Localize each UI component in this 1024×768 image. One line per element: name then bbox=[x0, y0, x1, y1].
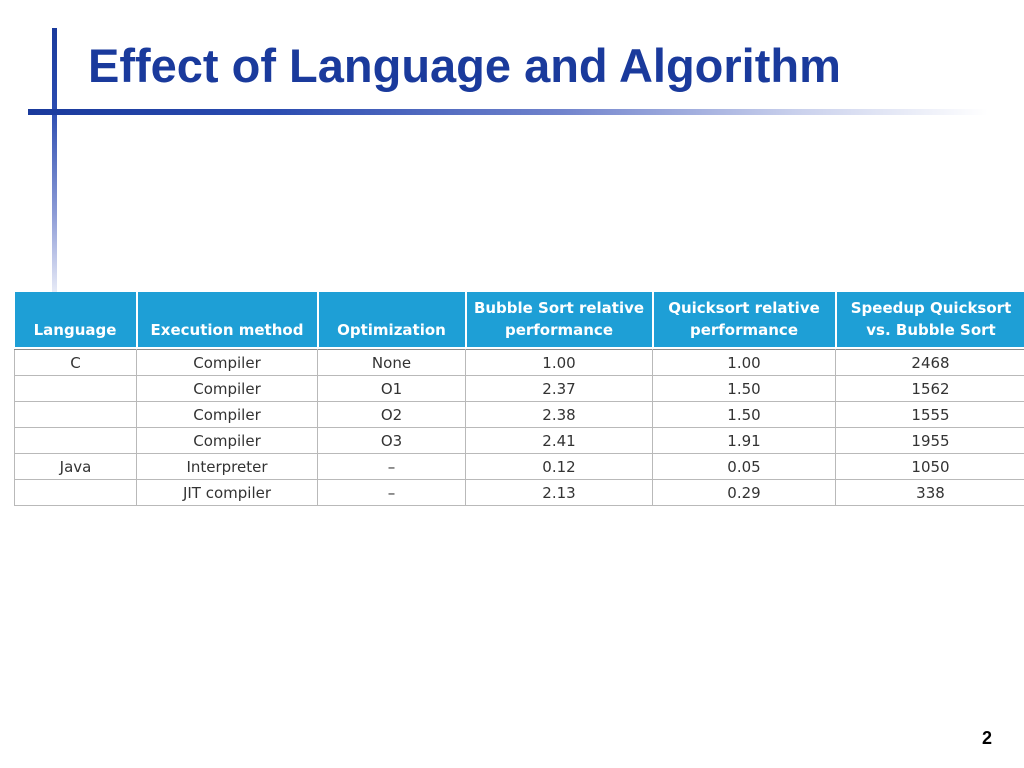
table-row bbox=[15, 350, 1024, 376]
cell-optimization: O1 bbox=[318, 376, 466, 402]
cell-language: Java bbox=[15, 454, 137, 480]
cell-execution-method: Compiler bbox=[137, 376, 318, 402]
cell-bubble-sort: 2.38 bbox=[466, 402, 653, 428]
cell-quicksort: 1.91 bbox=[653, 428, 836, 454]
table-row bbox=[15, 454, 1024, 480]
cell-language: C bbox=[15, 350, 137, 376]
header-language: Language bbox=[15, 292, 137, 347]
cell-language bbox=[15, 376, 137, 402]
slide-title: Effect of Language and Algorithm bbox=[88, 39, 841, 92]
cell-execution-method: Compiler bbox=[137, 350, 318, 376]
table-row bbox=[15, 376, 1024, 402]
cell-bubble-sort: 2.41 bbox=[466, 428, 653, 454]
cell-language bbox=[15, 428, 137, 454]
cell-quicksort: 0.05 bbox=[653, 454, 836, 480]
cell-speedup: 1562 bbox=[836, 376, 1024, 402]
cell-execution-method: JIT compiler bbox=[137, 480, 318, 506]
cell-quicksort: 1.50 bbox=[653, 402, 836, 428]
table-row bbox=[15, 480, 1024, 506]
cell-language bbox=[15, 402, 137, 428]
page-number: 2 bbox=[981, 728, 992, 748]
cell-speedup: 1555 bbox=[836, 402, 1024, 428]
performance-table bbox=[14, 292, 1024, 506]
cell-quicksort: 1.50 bbox=[653, 376, 836, 402]
cell-optimization: O3 bbox=[318, 428, 466, 454]
cell-execution-method: Interpreter bbox=[137, 454, 318, 480]
cell-bubble-sort: 2.13 bbox=[466, 480, 653, 506]
header-optimization: Optimization bbox=[318, 292, 466, 347]
cell-speedup: 338 bbox=[836, 480, 1024, 506]
cell-bubble-sort: 2.37 bbox=[466, 376, 653, 402]
cell-speedup: 2468 bbox=[836, 350, 1024, 376]
cell-optimization: O2 bbox=[318, 402, 466, 428]
table-row bbox=[15, 402, 1024, 428]
cell-optimization: – bbox=[318, 480, 466, 506]
cell-quicksort: 1.00 bbox=[653, 350, 836, 376]
cell-speedup: 1050 bbox=[836, 454, 1024, 480]
table-header-row bbox=[15, 292, 1024, 347]
cell-optimization: None bbox=[318, 350, 466, 376]
cell-optimization: – bbox=[318, 454, 466, 480]
table-row bbox=[15, 428, 1024, 454]
cell-quicksort: 0.29 bbox=[653, 480, 836, 506]
cell-speedup: 1955 bbox=[836, 428, 1024, 454]
cell-execution-method: Compiler bbox=[137, 428, 318, 454]
cell-execution-method: Compiler bbox=[137, 402, 318, 428]
cell-bubble-sort: 1.00 bbox=[466, 350, 653, 376]
cell-bubble-sort: 0.12 bbox=[466, 454, 653, 480]
header-quicksort-performance: Quicksort relative performance bbox=[653, 292, 836, 347]
cell-language bbox=[15, 480, 137, 506]
header-speedup: Speedup Quicksort vs. Bubble Sort bbox=[836, 292, 1024, 347]
header-bubble-sort-performance: Bubble Sort relative performance bbox=[466, 292, 653, 347]
header-execution-method: Execution method bbox=[137, 292, 318, 347]
title-vertical-accent-bar bbox=[52, 28, 57, 293]
title-horizontal-accent-bar bbox=[28, 109, 988, 115]
